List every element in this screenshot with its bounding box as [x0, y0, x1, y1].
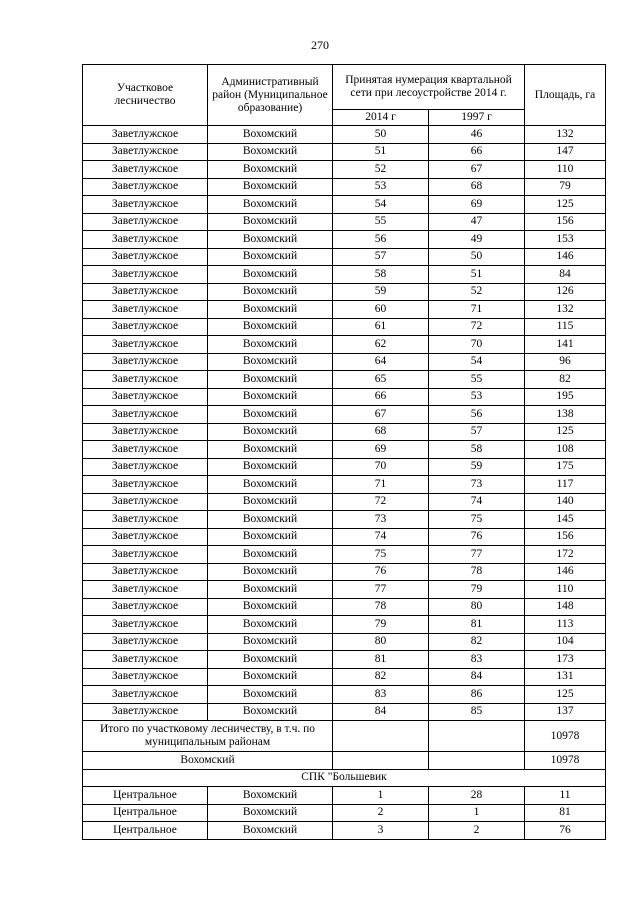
- header-forestry: Участковое лесничество: [83, 65, 208, 126]
- district-empty-2014: [333, 752, 429, 770]
- district-cell: Вохомский: [208, 126, 333, 144]
- table-row: [83, 161, 606, 179]
- quarter-1997-cell: 80: [429, 598, 525, 616]
- district-cell: Вохомский: [208, 822, 333, 840]
- district-cell: Вохомский: [208, 598, 333, 616]
- table-row: [83, 318, 606, 336]
- forestry-cell: Заветлужское: [83, 528, 208, 546]
- area-cell: 113: [525, 616, 606, 634]
- district-cell: Вохомский: [208, 196, 333, 214]
- district-cell: Вохомский: [208, 787, 333, 805]
- forestry-cell: Заветлужское: [83, 178, 208, 196]
- table-row: [83, 196, 606, 214]
- quarter-2014-cell: 80: [333, 633, 429, 651]
- table-row: [83, 651, 606, 669]
- area-cell: 11: [525, 787, 606, 805]
- quarter-2014-cell: 71: [333, 476, 429, 494]
- quarter-1997-cell: 51: [429, 266, 525, 284]
- quarter-2014-cell: 76: [333, 563, 429, 581]
- district-cell: Вохомский: [208, 804, 333, 822]
- table-row: [83, 126, 606, 144]
- area-cell: 82: [525, 371, 606, 389]
- district-cell: Вохомский: [208, 353, 333, 371]
- district-cell: Вохомский: [208, 423, 333, 441]
- quarter-2014-cell: 82: [333, 668, 429, 686]
- district-cell: Вохомский: [208, 388, 333, 406]
- quarter-1997-cell: 46: [429, 126, 525, 144]
- district-cell: Вохомский: [208, 458, 333, 476]
- table-row: [83, 231, 606, 249]
- forestry-cell: Заветлужское: [83, 336, 208, 354]
- quarter-1997-cell: 56: [429, 406, 525, 424]
- district-total-label: Вохомский: [83, 752, 333, 770]
- forestry-cell: Заветлужское: [83, 686, 208, 704]
- forest-quarters-table: [82, 64, 606, 840]
- district-cell: Вохомский: [208, 283, 333, 301]
- quarter-1997-cell: 59: [429, 458, 525, 476]
- section-title: СПК "Большевик: [83, 769, 606, 787]
- area-cell: 117: [525, 476, 606, 494]
- area-cell: 137: [525, 703, 606, 721]
- area-cell: 126: [525, 283, 606, 301]
- quarter-1997-cell: 1: [429, 804, 525, 822]
- table-row: [83, 266, 606, 284]
- header-area: Площадь, га: [525, 65, 606, 126]
- forestry-cell: Заветлужское: [83, 581, 208, 599]
- district-cell: Вохомский: [208, 161, 333, 179]
- quarter-1997-cell: 70: [429, 336, 525, 354]
- table-row: [83, 423, 606, 441]
- header-numbering-group: Принятая нумерация квартальной сети при лесоустройстве 2014 г.: [333, 65, 525, 110]
- quarter-1997-cell: 85: [429, 703, 525, 721]
- quarter-1997-cell: 69: [429, 196, 525, 214]
- table-row: [83, 528, 606, 546]
- quarter-1997-cell: 53: [429, 388, 525, 406]
- quarter-1997-cell: 55: [429, 371, 525, 389]
- quarter-1997-cell: 28: [429, 787, 525, 805]
- quarter-2014-cell: 68: [333, 423, 429, 441]
- district-cell: Вохомский: [208, 493, 333, 511]
- area-cell: 173: [525, 651, 606, 669]
- area-cell: 140: [525, 493, 606, 511]
- table-row: [83, 213, 606, 231]
- table-row: [83, 686, 606, 704]
- forestry-cell: Заветлужское: [83, 371, 208, 389]
- area-cell: 132: [525, 301, 606, 319]
- forestry-cell: Заветлужское: [83, 283, 208, 301]
- forestry-cell: Заветлужское: [83, 423, 208, 441]
- area-cell: 108: [525, 441, 606, 459]
- quarter-2014-cell: 81: [333, 651, 429, 669]
- quarter-2014-cell: 53: [333, 178, 429, 196]
- area-cell: 125: [525, 423, 606, 441]
- area-cell: 79: [525, 178, 606, 196]
- table-row: [83, 248, 606, 266]
- area-cell: 131: [525, 668, 606, 686]
- forestry-cell: Заветлужское: [83, 301, 208, 319]
- quarter-1997-cell: 49: [429, 231, 525, 249]
- forestry-cell: Заветлужское: [83, 231, 208, 249]
- district-cell: Вохомский: [208, 266, 333, 284]
- quarter-1997-cell: 84: [429, 668, 525, 686]
- quarter-1997-cell: 83: [429, 651, 525, 669]
- quarter-2014-cell: 72: [333, 493, 429, 511]
- area-cell: 148: [525, 598, 606, 616]
- forestry-cell: Заветлужское: [83, 266, 208, 284]
- quarter-1997-cell: 58: [429, 441, 525, 459]
- area-cell: 195: [525, 388, 606, 406]
- district-cell: Вохомский: [208, 441, 333, 459]
- forestry-cell: Заветлужское: [83, 651, 208, 669]
- table-row: [83, 336, 606, 354]
- area-cell: 145: [525, 511, 606, 529]
- quarter-1997-cell: 54: [429, 353, 525, 371]
- area-cell: 76: [525, 822, 606, 840]
- forestry-cell: Заветлужское: [83, 161, 208, 179]
- table-row: [83, 616, 606, 634]
- table-row: [83, 353, 606, 371]
- table-row: [83, 822, 606, 840]
- district-cell: Вохомский: [208, 651, 333, 669]
- area-cell: 156: [525, 213, 606, 231]
- forestry-cell: Заветлужское: [83, 633, 208, 651]
- table-row: [83, 283, 606, 301]
- district-cell: Вохомский: [208, 213, 333, 231]
- table-row: [83, 406, 606, 424]
- quarter-2014-cell: 84: [333, 703, 429, 721]
- total-label: Итого по участковому лесничеству, в т.ч. по муниципальным районам: [83, 721, 333, 752]
- forestry-cell: Заветлужское: [83, 493, 208, 511]
- quarter-2014-cell: 58: [333, 266, 429, 284]
- district-cell: Вохомский: [208, 318, 333, 336]
- quarter-2014-cell: 62: [333, 336, 429, 354]
- forestry-cell: Заветлужское: [83, 441, 208, 459]
- forestry-cell: Заветлужское: [83, 511, 208, 529]
- forestry-cell: Заветлужское: [83, 388, 208, 406]
- quarter-1997-cell: 78: [429, 563, 525, 581]
- quarter-2014-cell: 61: [333, 318, 429, 336]
- area-cell: 110: [525, 581, 606, 599]
- table-row: [83, 441, 606, 459]
- area-cell: 141: [525, 336, 606, 354]
- quarter-1997-cell: 75: [429, 511, 525, 529]
- quarter-1997-cell: 50: [429, 248, 525, 266]
- area-cell: 153: [525, 231, 606, 249]
- forestry-cell: Заветлужское: [83, 668, 208, 686]
- district-cell: Вохомский: [208, 528, 333, 546]
- forestry-cell: Заветлужское: [83, 196, 208, 214]
- table-row: [83, 371, 606, 389]
- quarter-2014-cell: 50: [333, 126, 429, 144]
- forestry-cell: Центральное: [83, 822, 208, 840]
- quarter-2014-cell: 75: [333, 546, 429, 564]
- district-cell: Вохомский: [208, 563, 333, 581]
- area-cell: 81: [525, 804, 606, 822]
- quarter-2014-cell: 65: [333, 371, 429, 389]
- quarter-2014-cell: 55: [333, 213, 429, 231]
- area-cell: 125: [525, 196, 606, 214]
- district-cell: Вохомский: [208, 703, 333, 721]
- quarter-1997-cell: 82: [429, 633, 525, 651]
- quarter-2014-cell: 3: [333, 822, 429, 840]
- district-cell: Вохомский: [208, 581, 333, 599]
- district-cell: Вохомский: [208, 686, 333, 704]
- header-2014: 2014 г: [333, 110, 429, 126]
- district-cell: Вохомский: [208, 511, 333, 529]
- quarter-2014-cell: 78: [333, 598, 429, 616]
- area-cell: 172: [525, 546, 606, 564]
- quarter-2014-cell: 2: [333, 804, 429, 822]
- quarter-1997-cell: 2: [429, 822, 525, 840]
- forestry-cell: Заветлужское: [83, 476, 208, 494]
- quarter-2014-cell: 60: [333, 301, 429, 319]
- area-cell: 125: [525, 686, 606, 704]
- forestry-cell: Заветлужское: [83, 353, 208, 371]
- district-cell: Вохомский: [208, 546, 333, 564]
- area-cell: 115: [525, 318, 606, 336]
- quarter-1997-cell: 76: [429, 528, 525, 546]
- table-row: [83, 633, 606, 651]
- table-row: [83, 178, 606, 196]
- quarter-1997-cell: 67: [429, 161, 525, 179]
- district-empty-1997: [429, 752, 525, 770]
- table-row: [83, 787, 606, 805]
- district-cell: Вохомский: [208, 231, 333, 249]
- table-row: [83, 476, 606, 494]
- district-cell: Вохомский: [208, 178, 333, 196]
- quarter-1997-cell: 66: [429, 143, 525, 161]
- quarter-1997-cell: 74: [429, 493, 525, 511]
- district-cell: Вохомский: [208, 301, 333, 319]
- district-cell: Вохомский: [208, 143, 333, 161]
- quarter-2014-cell: 59: [333, 283, 429, 301]
- area-cell: 146: [525, 563, 606, 581]
- quarter-1997-cell: 86: [429, 686, 525, 704]
- table-row: [83, 546, 606, 564]
- table-row: [83, 668, 606, 686]
- table-row: [83, 493, 606, 511]
- quarter-1997-cell: 81: [429, 616, 525, 634]
- forestry-cell: Заветлужское: [83, 703, 208, 721]
- district-cell: Вохомский: [208, 476, 333, 494]
- forestry-cell: Заветлужское: [83, 563, 208, 581]
- total-row: [83, 721, 606, 752]
- district-cell: Вохомский: [208, 633, 333, 651]
- district-cell: Вохомский: [208, 248, 333, 266]
- total-empty-1997: [429, 721, 525, 752]
- section-title-row: [83, 769, 606, 787]
- total-empty-2014: [333, 721, 429, 752]
- table-row: [83, 458, 606, 476]
- quarter-2014-cell: 83: [333, 686, 429, 704]
- forestry-cell: Заветлужское: [83, 213, 208, 231]
- table-row: [83, 703, 606, 721]
- table-row: [83, 804, 606, 822]
- table-row: [83, 563, 606, 581]
- table-row: [83, 388, 606, 406]
- district-total-row: [83, 752, 606, 770]
- quarter-1997-cell: 71: [429, 301, 525, 319]
- area-cell: 146: [525, 248, 606, 266]
- forestry-cell: Заветлужское: [83, 616, 208, 634]
- forestry-cell: Заветлужское: [83, 248, 208, 266]
- quarter-1997-cell: 47: [429, 213, 525, 231]
- forestry-cell: Заветлужское: [83, 143, 208, 161]
- district-cell: Вохомский: [208, 616, 333, 634]
- table-body: [83, 126, 606, 840]
- area-cell: 104: [525, 633, 606, 651]
- quarter-2014-cell: 51: [333, 143, 429, 161]
- area-cell: 175: [525, 458, 606, 476]
- area-cell: 110: [525, 161, 606, 179]
- quarter-2014-cell: 66: [333, 388, 429, 406]
- quarter-2014-cell: 56: [333, 231, 429, 249]
- quarter-2014-cell: 79: [333, 616, 429, 634]
- quarter-2014-cell: 77: [333, 581, 429, 599]
- forestry-cell: Центральное: [83, 804, 208, 822]
- quarter-1997-cell: 68: [429, 178, 525, 196]
- forestry-cell: Заветлужское: [83, 458, 208, 476]
- quarter-2014-cell: 69: [333, 441, 429, 459]
- forestry-cell: Заветлужское: [83, 318, 208, 336]
- table-row: [83, 581, 606, 599]
- quarter-2014-cell: 1: [333, 787, 429, 805]
- area-cell: 96: [525, 353, 606, 371]
- page-number: 270: [311, 38, 329, 52]
- forestry-cell: Центральное: [83, 787, 208, 805]
- area-cell: 132: [525, 126, 606, 144]
- district-cell: Вохомский: [208, 336, 333, 354]
- area-cell: 147: [525, 143, 606, 161]
- forestry-cell: Заветлужское: [83, 598, 208, 616]
- quarter-2014-cell: 74: [333, 528, 429, 546]
- quarter-2014-cell: 54: [333, 196, 429, 214]
- area-cell: 138: [525, 406, 606, 424]
- quarter-1997-cell: 77: [429, 546, 525, 564]
- table-row: [83, 143, 606, 161]
- total-value: 10978: [525, 721, 606, 752]
- table-row: [83, 511, 606, 529]
- district-cell: Вохомский: [208, 406, 333, 424]
- district-cell: Вохомский: [208, 371, 333, 389]
- header-district: Административный район (Муниципальное образование): [208, 65, 333, 126]
- area-cell: 84: [525, 266, 606, 284]
- quarter-2014-cell: 67: [333, 406, 429, 424]
- quarter-1997-cell: 52: [429, 283, 525, 301]
- table-row: [83, 598, 606, 616]
- quarter-2014-cell: 70: [333, 458, 429, 476]
- quarter-1997-cell: 73: [429, 476, 525, 494]
- area-cell: 156: [525, 528, 606, 546]
- quarter-2014-cell: 73: [333, 511, 429, 529]
- table-row: [83, 301, 606, 319]
- quarter-1997-cell: 57: [429, 423, 525, 441]
- forestry-cell: Заветлужское: [83, 406, 208, 424]
- header-1997: 1997 г: [429, 110, 525, 126]
- forestry-cell: Заветлужское: [83, 546, 208, 564]
- quarter-1997-cell: 72: [429, 318, 525, 336]
- forestry-cell: Заветлужское: [83, 126, 208, 144]
- quarter-1997-cell: 79: [429, 581, 525, 599]
- district-cell: Вохомский: [208, 668, 333, 686]
- quarter-2014-cell: 52: [333, 161, 429, 179]
- district-total-value: 10978: [525, 752, 606, 770]
- quarter-2014-cell: 64: [333, 353, 429, 371]
- quarter-2014-cell: 57: [333, 248, 429, 266]
